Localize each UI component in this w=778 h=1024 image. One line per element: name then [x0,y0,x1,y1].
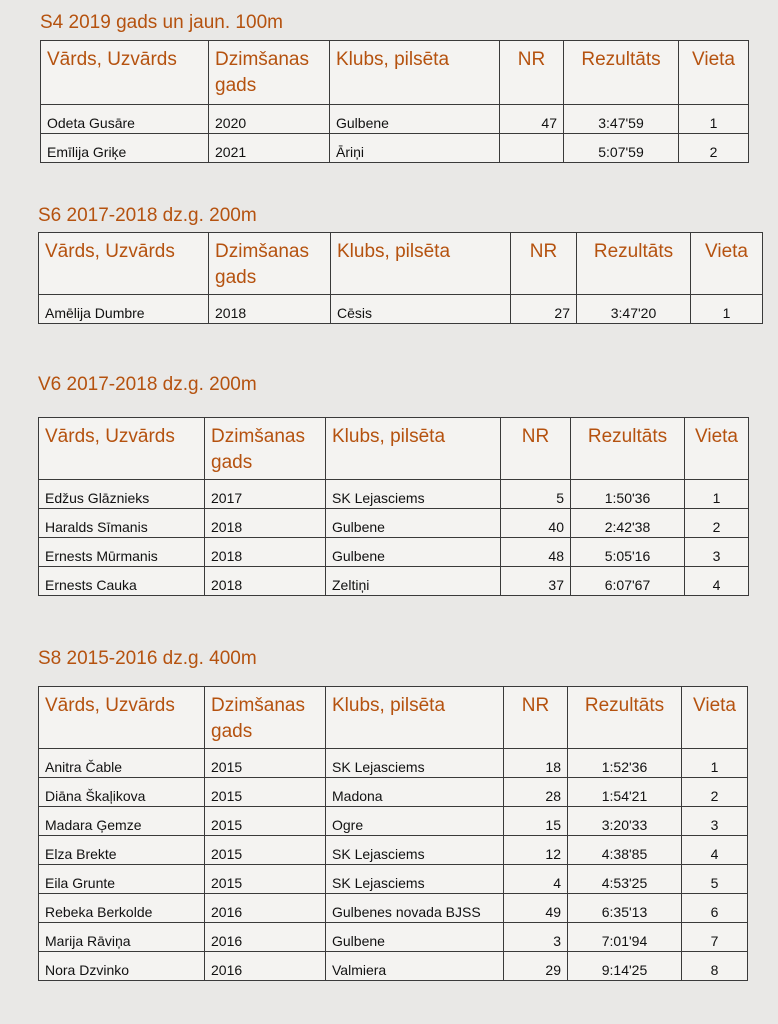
birth-year: 2021 [209,134,330,163]
result-time: 5:07'59 [564,134,679,163]
athlete-name: Madara Ģemze [39,807,205,836]
athlete-name: Nora Dzvinko [39,952,205,981]
col-header-birth-year: Dzimšanas gads [209,233,331,295]
club-city: Gulbenes novada BJSS [326,894,504,923]
club-city: SK Lejasciems [326,865,504,894]
table-row [39,807,748,836]
birth-year: 2018 [205,509,326,538]
table-row [39,836,748,865]
col-header-result: Rezultāts [577,233,691,295]
result-time: 3:47'59 [564,105,679,134]
col-header-name: Vārds, Uzvārds [39,233,209,295]
birth-year: 2016 [205,952,326,981]
table-header-row [39,418,749,480]
table-row [39,778,748,807]
table-header-row [39,233,763,295]
bib-number: 37 [501,567,571,596]
table-row [39,509,749,538]
table-row [41,105,749,134]
result-time: 6:35'13 [568,894,682,923]
club-city: Zeltiņi [326,567,501,596]
athlete-name: Rebeka Berkolde [39,894,205,923]
bib-number: 48 [501,538,571,567]
table-header-row [39,687,748,749]
bib-number: 4 [504,865,568,894]
results-table [38,417,749,596]
col-header-result: Rezultāts [568,687,682,749]
birth-year: 2015 [205,807,326,836]
col-header-nr: NR [511,233,577,295]
bib-number: 28 [504,778,568,807]
club-city: Gulbene [326,538,501,567]
results-table [38,232,763,324]
col-header-name: Vārds, Uzvārds [39,687,205,749]
place: 4 [685,567,749,596]
athlete-name: Anitra Čable [39,749,205,778]
athlete-name: Elza Brekte [39,836,205,865]
birth-year: 2018 [205,567,326,596]
section-title: S4 2019 gads un jaun. 100m [40,12,283,33]
place: 4 [682,836,748,865]
birth-year: 2015 [205,778,326,807]
athlete-name: Eila Grunte [39,865,205,894]
result-time: 4:38'85 [568,836,682,865]
club-city: SK Lejasciems [326,749,504,778]
club-city: Madona [326,778,504,807]
bib-number: 18 [504,749,568,778]
result-time: 4:53'25 [568,865,682,894]
birth-year: 2015 [205,865,326,894]
table-row [39,923,748,952]
athlete-name: Odeta Gusāre [41,105,209,134]
table-row [39,865,748,894]
bib-number: 29 [504,952,568,981]
col-header-name: Vārds, Uzvārds [39,418,205,480]
table-row [39,480,749,509]
col-header-place: Vieta [679,41,749,105]
results-table [40,40,749,163]
place: 2 [685,509,749,538]
athlete-name: Haralds Sīmanis [39,509,205,538]
col-header-club: Klubs, pilsēta [331,233,511,295]
bib-number: 15 [504,807,568,836]
table-row [39,952,748,981]
bib-number [500,134,564,163]
bib-number: 5 [501,480,571,509]
place: 6 [682,894,748,923]
place: 7 [682,923,748,952]
athlete-name: Ernests Cauka [39,567,205,596]
section-title: V6 2017-2018 dz.g. 200m [38,374,257,395]
place: 3 [682,807,748,836]
club-city: Ogre [326,807,504,836]
club-city: Āriņi [330,134,500,163]
athlete-name: Amēlija Dumbre [39,295,209,324]
club-city: Gulbene [330,105,500,134]
birth-year: 2015 [205,836,326,865]
result-time: 6:07'67 [571,567,685,596]
col-header-nr: NR [500,41,564,105]
athlete-name: Edžus Glāznieks [39,480,205,509]
col-header-result: Rezultāts [564,41,679,105]
club-city: Gulbene [326,923,504,952]
bib-number: 12 [504,836,568,865]
birth-year: 2016 [205,923,326,952]
col-header-club: Klubs, pilsēta [326,687,504,749]
col-header-result: Rezultāts [571,418,685,480]
col-header-birth-year: Dzimšanas gads [205,418,326,480]
col-header-nr: NR [504,687,568,749]
result-time: 7:01'94 [568,923,682,952]
athlete-name: Emīlija Griķe [41,134,209,163]
athlete-name: Diāna Škaļikova [39,778,205,807]
birth-year: 2016 [205,894,326,923]
result-time: 2:42'38 [571,509,685,538]
place: 1 [685,480,749,509]
place: 2 [679,134,749,163]
result-time: 1:50'36 [571,480,685,509]
birth-year: 2018 [209,295,331,324]
table-row [39,295,763,324]
bib-number: 27 [511,295,577,324]
place: 5 [682,865,748,894]
table-row [41,134,749,163]
result-time: 3:47'20 [577,295,691,324]
place: 3 [685,538,749,567]
table-row [39,894,748,923]
col-header-birth-year: Dzimšanas gads [209,41,330,105]
club-city: SK Lejasciems [326,480,501,509]
bib-number: 3 [504,923,568,952]
result-time: 9:14'25 [568,952,682,981]
place: 1 [679,105,749,134]
club-city: Gulbene [326,509,501,538]
club-city: Cēsis [331,295,511,324]
col-header-club: Klubs, pilsēta [330,41,500,105]
table-header-row [41,41,749,105]
result-time: 1:54'21 [568,778,682,807]
athlete-name: Marija Rāviņa [39,923,205,952]
col-header-name: Vārds, Uzvārds [41,41,209,105]
col-header-birth-year: Dzimšanas gads [205,687,326,749]
result-time: 3:20'33 [568,807,682,836]
bib-number: 47 [500,105,564,134]
col-header-place: Vieta [685,418,749,480]
col-header-place: Vieta [682,687,748,749]
club-city: SK Lejasciems [326,836,504,865]
table-row [39,538,749,567]
section-title: S6 2017-2018 dz.g. 200m [38,205,257,226]
col-header-club: Klubs, pilsēta [326,418,501,480]
place: 2 [682,778,748,807]
club-city: Valmiera [326,952,504,981]
result-time: 5:05'16 [571,538,685,567]
table-row [39,749,748,778]
athlete-name: Ernests Mūrmanis [39,538,205,567]
place: 1 [691,295,763,324]
bib-number: 49 [504,894,568,923]
place: 8 [682,952,748,981]
col-header-nr: NR [501,418,571,480]
col-header-place: Vieta [691,233,763,295]
birth-year: 2015 [205,749,326,778]
results-table [38,686,748,981]
birth-year: 2017 [205,480,326,509]
section-title: S8 2015-2016 dz.g. 400m [38,648,257,669]
bib-number: 40 [501,509,571,538]
table-row [39,567,749,596]
result-time: 1:52'36 [568,749,682,778]
birth-year: 2020 [209,105,330,134]
birth-year: 2018 [205,538,326,567]
place: 1 [682,749,748,778]
